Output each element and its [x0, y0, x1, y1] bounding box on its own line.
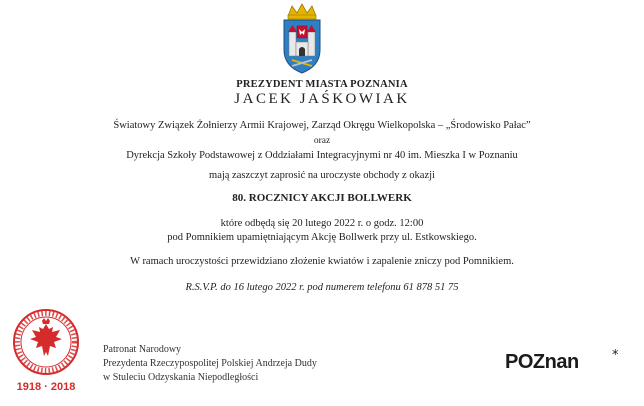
rsvp-info: R.S.V.P. do 16 lutego 2022 r. pod numerem telefonu 61 878 51 75: [185, 282, 459, 293]
event-date: które odbędą się 20 lutego 2022 r. o godz. 12:00: [220, 218, 424, 229]
patronage-line-3: w Stuleciu Odzyskania Niepodległości: [103, 372, 259, 383]
star-icon: *: [612, 348, 619, 363]
mayor-title: PREZYDENT MIASTA POZNANIA: [236, 79, 408, 90]
poznan-coat-of-arms-icon: [270, 2, 334, 76]
invitation-phrase: mają zaszczyt zaprosić na uroczyste obchody z okazji: [209, 170, 435, 181]
conjunction-and: oraz: [313, 136, 331, 146]
patronage-line-1: Patronat Narodowy: [103, 344, 182, 355]
event-program: W ramach uroczystości przewidziano złożenie kwiatów i zapalenie zniczy pod Pomnikiem.: [130, 256, 514, 267]
patronage-line-2: Prezydenta Rzeczypospolitej Polskiej Andrzeja Dudy: [103, 358, 317, 369]
event-place: pod Pomnikiem upamiętniającym Akcję Bollwerk przy ul. Estkowskiego.: [167, 232, 477, 243]
mayor-name: JACEK JAŚKOWIAK: [234, 91, 410, 107]
emblem-years: 1918 · 2018: [16, 381, 76, 393]
event-title: 80. ROCZNICY AKCJI BOLLWERK: [232, 192, 412, 204]
independence-centenary-emblem-icon: [8, 306, 84, 400]
inviter-organization-2: Dyrekcja Szkoły Podstawowej z Oddziałami Integracyjnymi nr 40 im. Mieszka I w Poznaniu: [126, 150, 518, 161]
inviter-organization-1: Światowy Związek Żołnierzy Armii Krajowej, Zarząd Okręgu Wielkopolska – „Środowisko Pałac”: [113, 120, 531, 131]
poznan-city-logo: POZnan: [505, 351, 579, 373]
